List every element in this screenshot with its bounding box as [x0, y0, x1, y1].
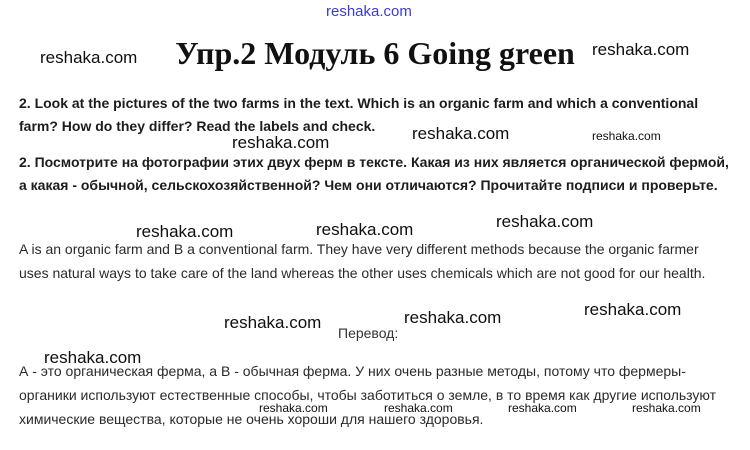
watermark: reshaka.com	[404, 308, 502, 327]
answer-english: A is an organic farm and B a conventional farm. They have very different methods because the organic farmer uses natural ways to take care of the land whereas the other uses chemicals which are not good for our health.	[19, 241, 706, 281]
task-english: 2. Look at the pictures of the two farms in the text. Which is an organic farm and which a conventional farm? How do they differ? Read the labels and check.	[19, 95, 699, 134]
answer-russian: А - это органическая ферма, а В - обычная ферма. У них очень разные методы, потому что фермеры-органики используют естественные способы, чтобы заботиться о земле, в то время как другие используют химические вещества, которые не очень хороши для нашего здоровья.	[19, 363, 717, 427]
watermark: reshaka.com	[40, 48, 138, 67]
translation-label: Перевод:	[338, 325, 399, 341]
watermark: reshaka.com	[316, 220, 414, 239]
page-title: Упр.2 Модуль 6 Going green	[175, 35, 575, 71]
watermark: reshaka.com	[136, 222, 234, 241]
watermark: reshaka.com	[632, 401, 701, 415]
watermark: reshaka.com	[259, 401, 328, 415]
watermark: reshaka.com	[508, 401, 577, 415]
watermark: reshaka.com	[384, 401, 453, 415]
watermark: reshaka.com	[496, 212, 594, 231]
watermark: reshaka.com	[224, 313, 322, 332]
task-russian: 2. Посмотрите на фотографии этих двух ферм в тексте. Какая из них является органической фермой, а какая - обычной, сельскохозяйственной? Чем они отличаются? Прочитайте подписи и проверьте.	[19, 154, 729, 193]
watermark: reshaka.com	[412, 124, 510, 143]
watermark: reshaka.com	[592, 40, 690, 59]
watermark: reshaka.com	[592, 129, 661, 143]
watermark-top: reshaka.com	[326, 3, 412, 20]
watermark: reshaka.com	[584, 300, 682, 319]
watermark: reshaka.com	[232, 133, 330, 152]
watermark: reshaka.com	[44, 348, 142, 367]
